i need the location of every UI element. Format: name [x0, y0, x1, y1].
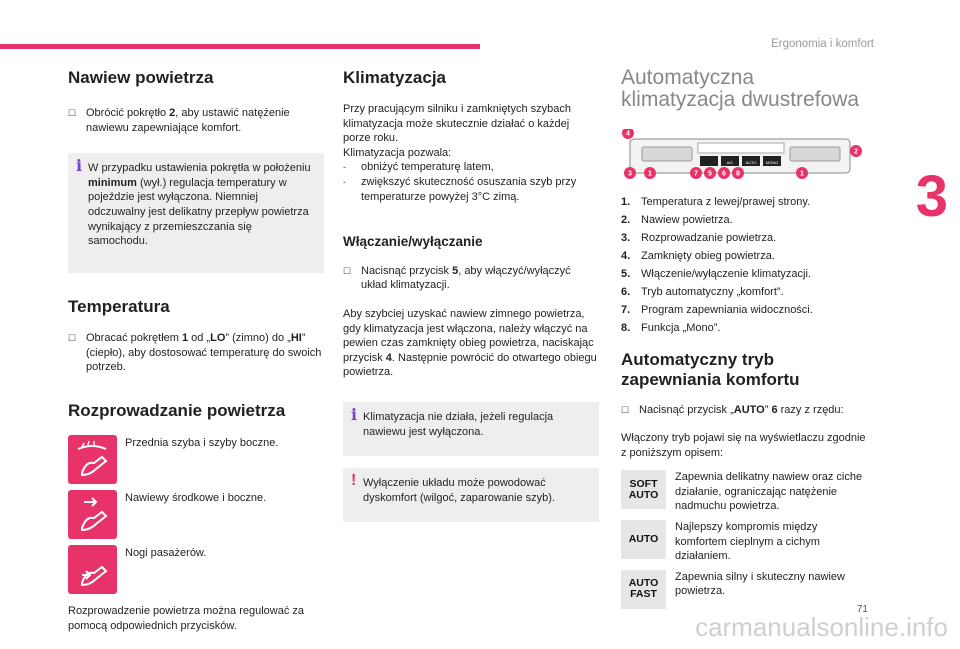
climate-control-panel-diagram	[620, 129, 870, 181]
callout-label: 1	[800, 170, 804, 178]
checkbox-marker-icon: ☐	[68, 333, 77, 344]
klimatyzacja-list-item: - obniżyć temperaturę latem,	[343, 161, 494, 174]
legend-item: 6. Tryb automatyczny „komfort”.	[621, 285, 784, 298]
auto-fast-badge: AUTO FAST	[621, 570, 666, 609]
callout-label: 4	[626, 130, 630, 138]
legend-item: 1. Temperatura z lewej/prawej strony.	[621, 196, 811, 208]
column-middle	[343, 64, 599, 522]
distribution-footer: Rozprowadzenie powietrza można regulować za pomocą odpowiednich przycisków.	[68, 604, 305, 632]
klimatyzacja-list-item: - zwiększyć skuteczność osuszania szyb przy temperaturze powyżej 3°C zimą.	[343, 175, 577, 203]
section-title-temperatura: Temperatura	[68, 297, 170, 317]
panel-legend-list	[621, 195, 869, 335]
distribution-item-windshield	[68, 435, 324, 484]
mode-description: Zapewnia silny i skuteczny nawiew powietrza.	[675, 570, 845, 598]
callout-label: 3	[628, 170, 632, 178]
panel-button-ac: A/C	[726, 160, 734, 165]
info-icon: i	[76, 156, 83, 176]
auto-instruction: ☐ Nacisnąć przycisk „AUTO” 6 razy z rzędu:	[621, 404, 844, 417]
mode-description: Zapewnia delikatny nawiew oraz ciche działanie, ograniczając natężenie nadmuchu powietrza.	[675, 471, 863, 513]
section-title-automatyczna-l2: klimatyzacja dwustrefowa	[621, 88, 860, 111]
distribution-item-face	[68, 490, 324, 539]
warning-icon: !	[351, 471, 357, 489]
mode-row-auto-fast	[621, 570, 869, 609]
chapter-number: 3	[915, 164, 948, 229]
section-title-automatyczna-l1: Automatyczna	[621, 66, 755, 89]
section-title-rozprowadzanie: Rozprowadzanie powietrza	[68, 400, 286, 420]
column-left	[68, 64, 324, 633]
callout-label: 8	[736, 170, 740, 178]
legend-item: 4. Zamknięty obieg powietrza.	[621, 249, 775, 262]
legend-item: 5. Włączenie/wyłączenie klimatyzacji.	[621, 267, 811, 280]
auto-modes-list	[621, 470, 869, 609]
panel-button-mono: MONO	[765, 160, 779, 165]
section-title-onoff: Włączanie/wyłączanie	[343, 234, 483, 250]
section-title-auto-l2: zapewniania komfortu	[621, 370, 800, 390]
distribution-label: Nawiewy środkowe i boczne.	[125, 491, 267, 504]
callout-label: 7	[694, 170, 698, 178]
mode-description: Najlepszy kompromis między komfortem cieplnym a cichym działaniem.	[675, 521, 820, 563]
klimatyzacja-intro: Przy pracującym silniku i zamkniętych szybach klimatyzacja może skutecznie działać o każdej porze roku.	[343, 103, 572, 145]
mode-row-auto	[621, 520, 869, 564]
info-icon: i	[351, 404, 358, 424]
page-number: 71	[856, 604, 868, 615]
mode-row-soft-auto	[621, 470, 869, 514]
top-accent-bar	[0, 44, 480, 49]
callout-label: 1	[648, 170, 652, 178]
column-right	[621, 64, 869, 615]
legend-item: 3. Rozprowadzanie powietrza.	[621, 231, 777, 244]
section-title-klimatyzacja: Klimatyzacja	[343, 68, 446, 87]
feet-vent-icon	[68, 545, 117, 594]
auto-badge: AUTO	[621, 520, 666, 559]
onoff-instruction: ☐ Nacisnąć przycisk 5, aby włączyć/wyłączyć układ klimatyzacji.	[343, 264, 571, 292]
klimatyzacja-allows: Klimatyzacja pozwala:	[343, 146, 452, 159]
section-title-nawiew: Nawiew powietrza	[68, 68, 214, 87]
callout-label: 5	[708, 170, 712, 178]
distribution-item-feet	[68, 545, 324, 594]
klimatyzacja-recirc-text: Aby szybciej uzyskać nawiew zimnego powietrza, gdy klimatyzacja jest włączona, należy włączyć na pewien czas zamknięty obieg powietrza, naciskając przycisk 4. Następnie powrócić do otwartego obiegu powietrza.	[343, 307, 597, 379]
temperatura-instruction: ☐ Obracać pokrętłem 1 od „LO” (zimno) do „HI” (ciepło), aby dostosować temperaturę do swoich potrzeb.	[68, 332, 322, 374]
legend-item: 2. Nawiew powietrza.	[621, 213, 733, 226]
legend-item: 7. Program zapewniania widoczności.	[621, 303, 813, 316]
watermark: carmanualsonline.info	[695, 612, 948, 642]
nawiew-instruction: ☐ Obrócić pokrętło 2, aby ustawić natężenie nawiewu zapewniające komfort.	[68, 107, 290, 134]
distribution-label: Przednia szyba i szyby boczne.	[125, 436, 279, 449]
callout-label: 2	[854, 148, 858, 156]
nawiew-info-box: i W przypadku ustawienia pokrętła w położeniu minimum (wył.) regulacja temperatury w pojeździe jest wyłączona. Niemniej odczuwalny jest delikatny przepływ powietrza wynikający z przemieszczania się samochodu.	[68, 153, 324, 273]
checkbox-marker-icon: ☐	[621, 405, 630, 416]
legend-item: 8. Funkcja „Mono”.	[621, 321, 721, 334]
callout-label: 6	[722, 170, 726, 178]
checkbox-marker-icon: ☐	[343, 265, 352, 276]
chapter-title: Ergonomia i komfort	[771, 38, 874, 50]
checkbox-marker-icon: ☐	[68, 108, 77, 118]
section-title-auto-l1: Automatyczny tryb	[621, 350, 775, 370]
face-vent-icon	[68, 490, 117, 539]
soft-auto-badge: SOFT AUTO	[621, 470, 666, 509]
klimatyzacja-info-box: i Klimatyzacja nie działa, jeżeli regulacja nawiewu jest wyłączona.	[343, 402, 599, 456]
distribution-label: Nogi pasażerów.	[125, 546, 207, 559]
windshield-icon	[68, 435, 117, 484]
klimatyzacja-warning-box: ! Wyłączenie układu może powodować dyskomfort (wilgoć, zaparowanie szyb).	[343, 468, 599, 522]
panel-button-auto: AUTO	[745, 160, 757, 165]
auto-mode-intro: Włączony tryb pojawi się na wyświetlaczu zgodnie z poniższym opisem:	[621, 432, 866, 459]
